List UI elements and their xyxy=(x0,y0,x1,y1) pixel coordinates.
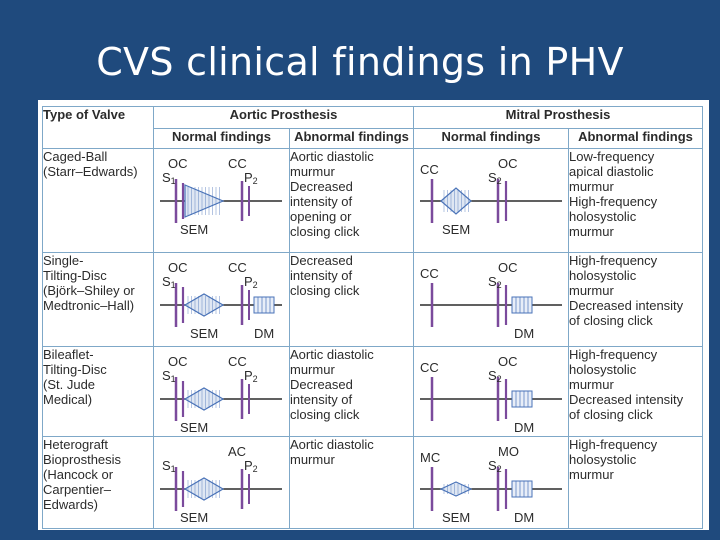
aortic-right-bottom-label xyxy=(244,171,258,188)
mitral-murmur-label xyxy=(442,223,470,236)
valve-type-line: Carpentier– xyxy=(43,482,111,497)
aortic-abnormal-line: Aortic diastolic xyxy=(290,437,374,452)
valve-type-cell xyxy=(43,149,154,253)
aortic-left-top-label xyxy=(168,261,188,274)
mitral-abnormal-line: murmur xyxy=(569,224,614,239)
aortic-left-top-label-text: OC xyxy=(168,354,188,369)
aortic-right-top-label-text: CC xyxy=(228,354,247,369)
mitral-right-top-label-text: OC xyxy=(498,354,518,369)
findings-table xyxy=(42,106,703,529)
valve-type-line: (St. Jude xyxy=(43,377,96,392)
aortic-murmur-label xyxy=(180,511,208,524)
mitral-murmur-sem-outline xyxy=(441,482,471,496)
aortic-murmur-sem-outline xyxy=(185,388,223,410)
aortic-abnormal-line: Decreased xyxy=(290,253,353,268)
aortic-abnormal-line: murmur xyxy=(290,452,335,467)
table-row xyxy=(43,149,703,253)
aortic-abnormal-line: opening or xyxy=(290,209,352,224)
mitral-abnormal-line: of closing click xyxy=(569,313,653,328)
mitral-right-top-label xyxy=(498,261,518,274)
aortic-murmur-label-text: SEM xyxy=(180,510,209,525)
mitral-abnormal-line: High-frequency xyxy=(569,347,658,362)
mitral-abnormal-line: High-frequency xyxy=(569,253,658,268)
mitral-left-top-label xyxy=(420,361,439,374)
mitral-murmur-dm xyxy=(512,481,532,497)
aortic-abnormal-line: Decreased xyxy=(290,179,353,194)
aortic-right-bottom-label-subscript: 2 xyxy=(252,464,258,474)
valve-type-line: (Björk–Shiley or xyxy=(43,283,135,298)
aortic-murmur-sem xyxy=(185,294,223,316)
mitral-right-bottom-label-text: S xyxy=(488,368,497,383)
aortic-right-top-label-text: CC xyxy=(228,260,247,275)
aortic-murmur-sem-outline xyxy=(185,185,223,217)
aortic-left-bottom-label-subscript: 1 xyxy=(170,280,176,290)
mitral-abnormal-line: murmur xyxy=(569,283,614,298)
aortic-right-top-label-text: CC xyxy=(228,156,247,171)
aortic-right-top-label xyxy=(228,445,246,458)
mitral-murmur-dm-outline xyxy=(512,391,532,407)
mitral-abnormal-line: murmur xyxy=(569,377,614,392)
mitral-left-top-label xyxy=(420,451,440,464)
mitral-left-top-label-text: CC xyxy=(420,360,439,375)
aortic-murmur-label xyxy=(180,421,208,434)
mitral-right-top-label-text: MO xyxy=(498,444,519,459)
aortic-left-bottom-label-subscript: 1 xyxy=(170,464,176,474)
table-row xyxy=(43,253,703,347)
mitral-abnormal-cell xyxy=(569,347,703,437)
aortic-abnormal-line: Aortic diastolic xyxy=(290,347,374,362)
aortic-abnormal-line: murmur xyxy=(290,164,335,179)
aortic-murmur2-label-text: DM xyxy=(254,326,275,341)
mitral-right-bottom-label-text: S xyxy=(488,458,497,473)
mitral-abnormal-line: Decreased intensity xyxy=(569,298,684,313)
mitral-murmur-label-text: SEM xyxy=(442,222,471,237)
aortic-left-bottom-label-subscript: 1 xyxy=(170,374,176,384)
mitral-abnormal-line: of closing click xyxy=(569,407,653,422)
mitral-abnormal-line: High-frequency xyxy=(569,194,658,209)
aortic-murmur-sem xyxy=(185,388,223,410)
mitral-right-bottom-label-subscript: 2 xyxy=(496,464,502,474)
mitral-murmur-sem xyxy=(441,188,471,214)
mitral-right-bottom-label-subscript: 2 xyxy=(496,280,502,290)
aortic-abnormal-cell xyxy=(290,347,414,437)
aortic-left-top-label-text: OC xyxy=(168,260,188,275)
mitral-murmur2-label-text: DM xyxy=(514,510,535,525)
mitral-murmur-label xyxy=(442,511,470,524)
mitral-left-top-label-text: MC xyxy=(420,450,441,465)
mitral-prosthesis-header: Mitral Prosthesis xyxy=(414,107,703,129)
aortic-left-bottom-label xyxy=(162,275,176,292)
aortic-abnormal-line: murmur xyxy=(290,362,335,377)
mitral-murmur2-label-text: DM xyxy=(514,326,535,341)
mitral-abnormal-line: Low-frequency xyxy=(569,149,655,164)
aortic-left-top-label xyxy=(168,157,188,170)
valve-type-line: Medtronic–Hall) xyxy=(43,298,135,313)
aortic-abnormal-cell xyxy=(290,253,414,347)
mitral-abnormal-line: holosystolic xyxy=(569,362,637,377)
valve-type-line: Medical) xyxy=(43,392,93,407)
mitral-right-bottom-label-text: S xyxy=(488,170,497,185)
aortic-left-bottom-label-text: S xyxy=(162,458,171,473)
aortic-abnormal-line: closing click xyxy=(290,224,360,239)
mitral-abnormal-line: apical diastolic xyxy=(569,164,654,179)
aortic-normal-cell xyxy=(154,253,290,347)
aortic-left-bottom-label-text: S xyxy=(162,274,171,289)
mitral-normal-cell xyxy=(414,149,569,253)
aortic-abnormal-line: closing click xyxy=(290,283,360,298)
aortic-abnormal-cell xyxy=(290,149,414,253)
mitral-normal-cell xyxy=(414,347,569,437)
aortic-murmur-dm-outline xyxy=(254,297,274,313)
mitral-abnormal-header: Abnormal findings xyxy=(569,129,703,149)
aortic-left-bottom-label-subscript: 1 xyxy=(170,176,176,186)
aortic-right-bottom-label xyxy=(244,369,258,386)
mitral-right-top-label-text: OC xyxy=(498,260,518,275)
valve-type-line: (Starr–Edwards) xyxy=(43,164,138,179)
aortic-phonogram xyxy=(154,437,288,529)
mitral-abnormal-cell xyxy=(569,437,703,529)
mitral-right-bottom-label xyxy=(488,459,502,476)
aortic-left-bottom-label xyxy=(162,459,176,476)
mitral-right-bottom-label xyxy=(488,275,502,292)
valve-type-cell xyxy=(43,253,154,347)
mitral-normal-cell xyxy=(414,437,569,529)
aortic-abnormal-line: intensity of xyxy=(290,392,353,407)
valve-type-cell xyxy=(43,347,154,437)
mitral-right-bottom-label-text: S xyxy=(488,274,497,289)
type-of-valve-header: Type of Valve xyxy=(43,107,154,149)
mitral-right-bottom-label xyxy=(488,171,502,188)
table-row xyxy=(43,437,703,529)
mitral-abnormal-line: High-frequency xyxy=(569,437,658,452)
mitral-abnormal-line: holosystolic xyxy=(569,452,637,467)
aortic-murmur-sem-outline xyxy=(185,294,223,316)
aortic-left-bottom-label xyxy=(162,171,176,188)
aortic-murmur-label xyxy=(190,327,218,340)
mitral-abnormal-cell xyxy=(569,253,703,347)
valve-type-line: Tilting-Disc xyxy=(43,362,107,377)
aortic-right-bottom-label-subscript: 2 xyxy=(252,280,258,290)
aortic-normal-cell xyxy=(154,347,290,437)
mitral-left-top-label xyxy=(420,267,439,280)
aortic-right-bottom-label-text: P xyxy=(244,368,253,383)
mitral-abnormal-line: holosystolic xyxy=(569,209,637,224)
mitral-murmur2-label-text: DM xyxy=(514,420,535,435)
valve-type-line: Caged-Ball xyxy=(43,149,108,164)
valve-type-line: (Hancock or xyxy=(43,467,114,482)
mitral-abnormal-cell xyxy=(569,149,703,253)
aortic-left-top-label-text: OC xyxy=(168,156,188,171)
aortic-normal-header: Normal findings xyxy=(154,129,290,149)
aortic-right-top-label xyxy=(228,355,247,368)
aortic-murmur-label-text: SEM xyxy=(180,420,209,435)
slide-title: CVS clinical findings in PHV xyxy=(96,40,624,84)
aortic-right-top-label xyxy=(228,261,247,274)
mitral-normal-header: Normal findings xyxy=(414,129,569,149)
aortic-murmur-sem-outline xyxy=(185,478,223,500)
aortic-abnormal-line: Aortic diastolic xyxy=(290,149,374,164)
valve-type-cell xyxy=(43,437,154,529)
valve-type-line: Bileaflet- xyxy=(43,347,94,362)
aortic-right-bottom-label-subscript: 2 xyxy=(252,374,258,384)
mitral-murmur-dm xyxy=(512,297,532,313)
aortic-right-top-label-text: AC xyxy=(228,444,247,459)
mitral-left-top-label xyxy=(420,163,439,176)
valve-type-line: Tilting-Disc xyxy=(43,268,107,283)
findings-table-panel xyxy=(38,100,709,530)
aortic-left-bottom-label-text: S xyxy=(162,368,171,383)
valve-type-line: Heterograft xyxy=(43,437,109,452)
mitral-right-bottom-label xyxy=(488,369,502,386)
mitral-abnormal-line: murmur xyxy=(569,179,614,194)
mitral-normal-cell xyxy=(414,253,569,347)
mitral-right-top-label-text: OC xyxy=(498,156,518,171)
mitral-murmur-dm xyxy=(512,391,532,407)
aortic-murmur-label xyxy=(180,223,208,236)
mitral-abnormal-line: Decreased intensity xyxy=(569,392,684,407)
mitral-left-top-label-text: CC xyxy=(420,162,439,177)
aortic-right-bottom-label-text: P xyxy=(244,170,253,185)
aortic-abnormal-cell xyxy=(290,437,414,529)
aortic-murmur-sem xyxy=(185,185,223,217)
valve-type-line: Bioprosthesis xyxy=(43,452,122,467)
mitral-murmur2-label xyxy=(514,511,534,524)
aortic-left-bottom-label-text: S xyxy=(162,170,171,185)
table-row xyxy=(43,347,703,437)
aortic-left-top-label xyxy=(168,355,188,368)
mitral-right-top-label xyxy=(498,157,518,170)
mitral-murmur-dm-outline xyxy=(512,481,532,497)
aortic-right-bottom-label-text: P xyxy=(244,458,253,473)
aortic-right-bottom-label-subscript: 2 xyxy=(252,176,258,186)
mitral-murmur-label-text: SEM xyxy=(442,510,471,525)
mitral-murmur-dm-outline xyxy=(512,297,532,313)
aortic-abnormal-line: intensity of xyxy=(290,268,353,283)
aortic-abnormal-header: Abnormal findings xyxy=(290,129,414,149)
valve-type-line: Edwards) xyxy=(43,497,98,512)
mitral-right-bottom-label-subscript: 2 xyxy=(496,176,502,186)
mitral-murmur2-label xyxy=(514,327,534,340)
aortic-murmur-label-text: SEM xyxy=(190,326,219,341)
mitral-murmur-sem-outline xyxy=(441,188,471,214)
aortic-abnormal-line: closing click xyxy=(290,407,360,422)
mitral-right-top-label xyxy=(498,445,519,458)
mitral-murmur2-label xyxy=(514,421,534,434)
aortic-left-bottom-label xyxy=(162,369,176,386)
aortic-normal-cell xyxy=(154,149,290,253)
mitral-abnormal-line: holosystolic xyxy=(569,268,637,283)
aortic-normal-cell xyxy=(154,437,290,529)
aortic-abnormal-line: intensity of xyxy=(290,194,353,209)
aortic-prosthesis-header: Aortic Prosthesis xyxy=(154,107,414,129)
mitral-left-top-label-text: CC xyxy=(420,266,439,281)
aortic-murmur-sem xyxy=(185,478,223,500)
mitral-right-bottom-label-subscript: 2 xyxy=(496,374,502,384)
mitral-right-top-label xyxy=(498,355,518,368)
aortic-right-bottom-label xyxy=(244,459,258,476)
aortic-murmur2-label xyxy=(254,327,274,340)
aortic-murmur-label-text: SEM xyxy=(180,222,209,237)
valve-type-line: Single- xyxy=(43,253,84,268)
aortic-right-bottom-label-text: P xyxy=(244,274,253,289)
aortic-abnormal-line: Decreased xyxy=(290,377,353,392)
aortic-right-top-label xyxy=(228,157,247,170)
mitral-murmur-sem xyxy=(441,482,471,496)
mitral-abnormal-line: murmur xyxy=(569,467,614,482)
aortic-right-bottom-label xyxy=(244,275,258,292)
aortic-murmur-dm xyxy=(254,297,274,313)
